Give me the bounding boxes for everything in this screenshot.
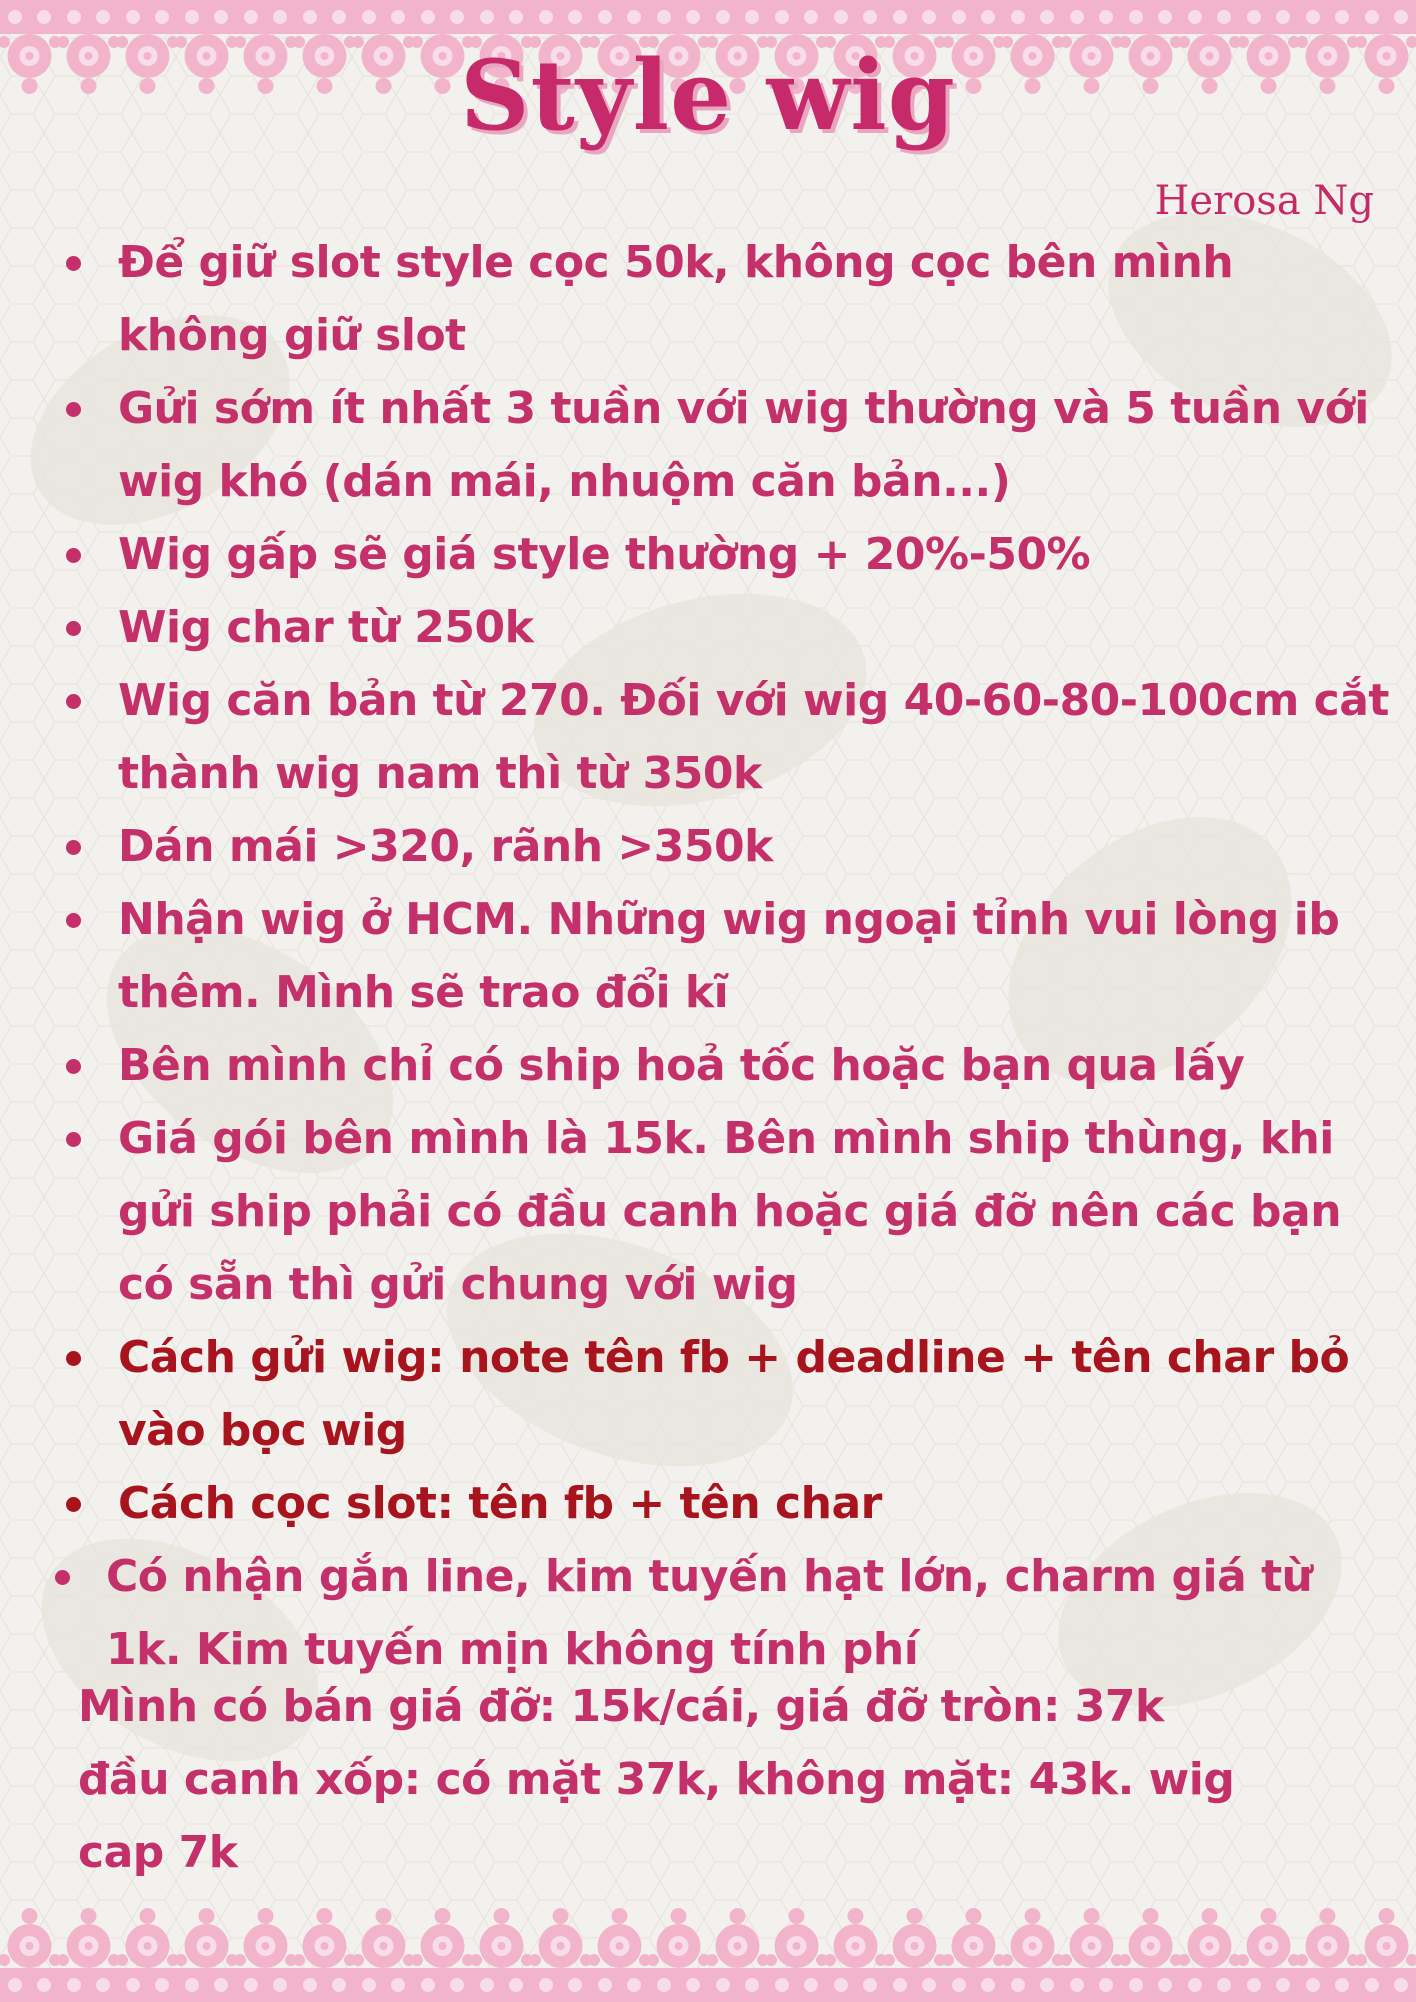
bullet-icon: [66, 1351, 81, 1366]
rule-item: [0, 1029, 1416, 1102]
rule-item: [0, 372, 1416, 518]
rule-item: [0, 1321, 1416, 1467]
rule-item: [0, 883, 1416, 1029]
rule-text: Cách cọc slot: tên fb + tên char: [118, 1478, 882, 1529]
rule-text: Có nhận gắn line, kim tuyến hạt lớn, charm giá từ 1k. Kim tuyến mịn không tính phí: [106, 1551, 1313, 1675]
rule-item: [0, 1540, 1416, 1686]
rule-text: Gửi sớm ít nhất 3 tuần với wig thường và 5 tuần với wig khó (dán mái, nhuộm căn bản...): [118, 383, 1369, 507]
rule-text: Để giữ slot style cọc 50k, không cọc bên mình không giữ slot: [118, 237, 1234, 361]
note-line: Mình có bán giá đỡ: 15k/cái, giá đỡ tròn: 37k: [78, 1681, 1164, 1732]
rules-list: [0, 226, 1416, 1686]
bullet-icon: [55, 1570, 70, 1585]
rule-item: [0, 664, 1416, 810]
rule-item: [0, 1102, 1416, 1321]
rule-text: Giá gói bên mình là 15k. Bên mình ship thùng, khi gửi ship phải có đầu canh hoặc giá đỡ nên các bạn có sẵn thì gửi chung với wig: [118, 1113, 1342, 1310]
author-signature: Herosa Ng: [1154, 178, 1374, 224]
page-title: Style wig: [460, 39, 956, 152]
rule-item: [0, 518, 1416, 591]
bullet-icon: [66, 913, 81, 928]
accessories-price-note: [78, 1670, 1378, 1889]
bullet-icon: [66, 694, 81, 709]
rule-text: Nhận wig ở HCM. Những wig ngoại tỉnh vui lòng ib thêm. Mình sẽ trao đổi kĩ: [118, 894, 1340, 1018]
bullet-icon: [66, 548, 81, 563]
pink-lace-border-bottom: [0, 1882, 1416, 2002]
rule-item: [0, 226, 1416, 372]
rule-text: Bên mình chỉ có ship hoả tốc hoặc bạn qua lấy: [118, 1040, 1245, 1091]
bullet-icon: [66, 1497, 81, 1512]
bullet-icon: [66, 256, 81, 271]
rule-text: Wig căn bản từ 270. Đối với wig 40-60-80-100cm cắt thành wig nam thì từ 350k: [118, 675, 1389, 799]
bullet-icon: [66, 621, 81, 636]
note-line: đầu canh xốp: có mặt 37k, không mặt: 43k. wig: [78, 1754, 1235, 1805]
rule-text: Wig char từ 250k: [118, 602, 534, 653]
rule-item: [0, 810, 1416, 883]
bullet-icon: [66, 840, 81, 855]
rule-text: Dán mái >320, rãnh >350k: [118, 821, 773, 872]
note-line: cap 7k: [78, 1827, 238, 1878]
rule-text: Wig gấp sẽ giá style thường + 20%-50%: [118, 529, 1091, 580]
rule-item: [0, 1467, 1416, 1540]
bullet-icon: [66, 402, 81, 417]
bullet-icon: [66, 1132, 81, 1147]
rule-item: [0, 591, 1416, 664]
bullet-icon: [66, 1059, 81, 1074]
rule-text: Cách gửi wig: note tên fb + deadline + tên char bỏ vào bọc wig: [118, 1332, 1350, 1456]
